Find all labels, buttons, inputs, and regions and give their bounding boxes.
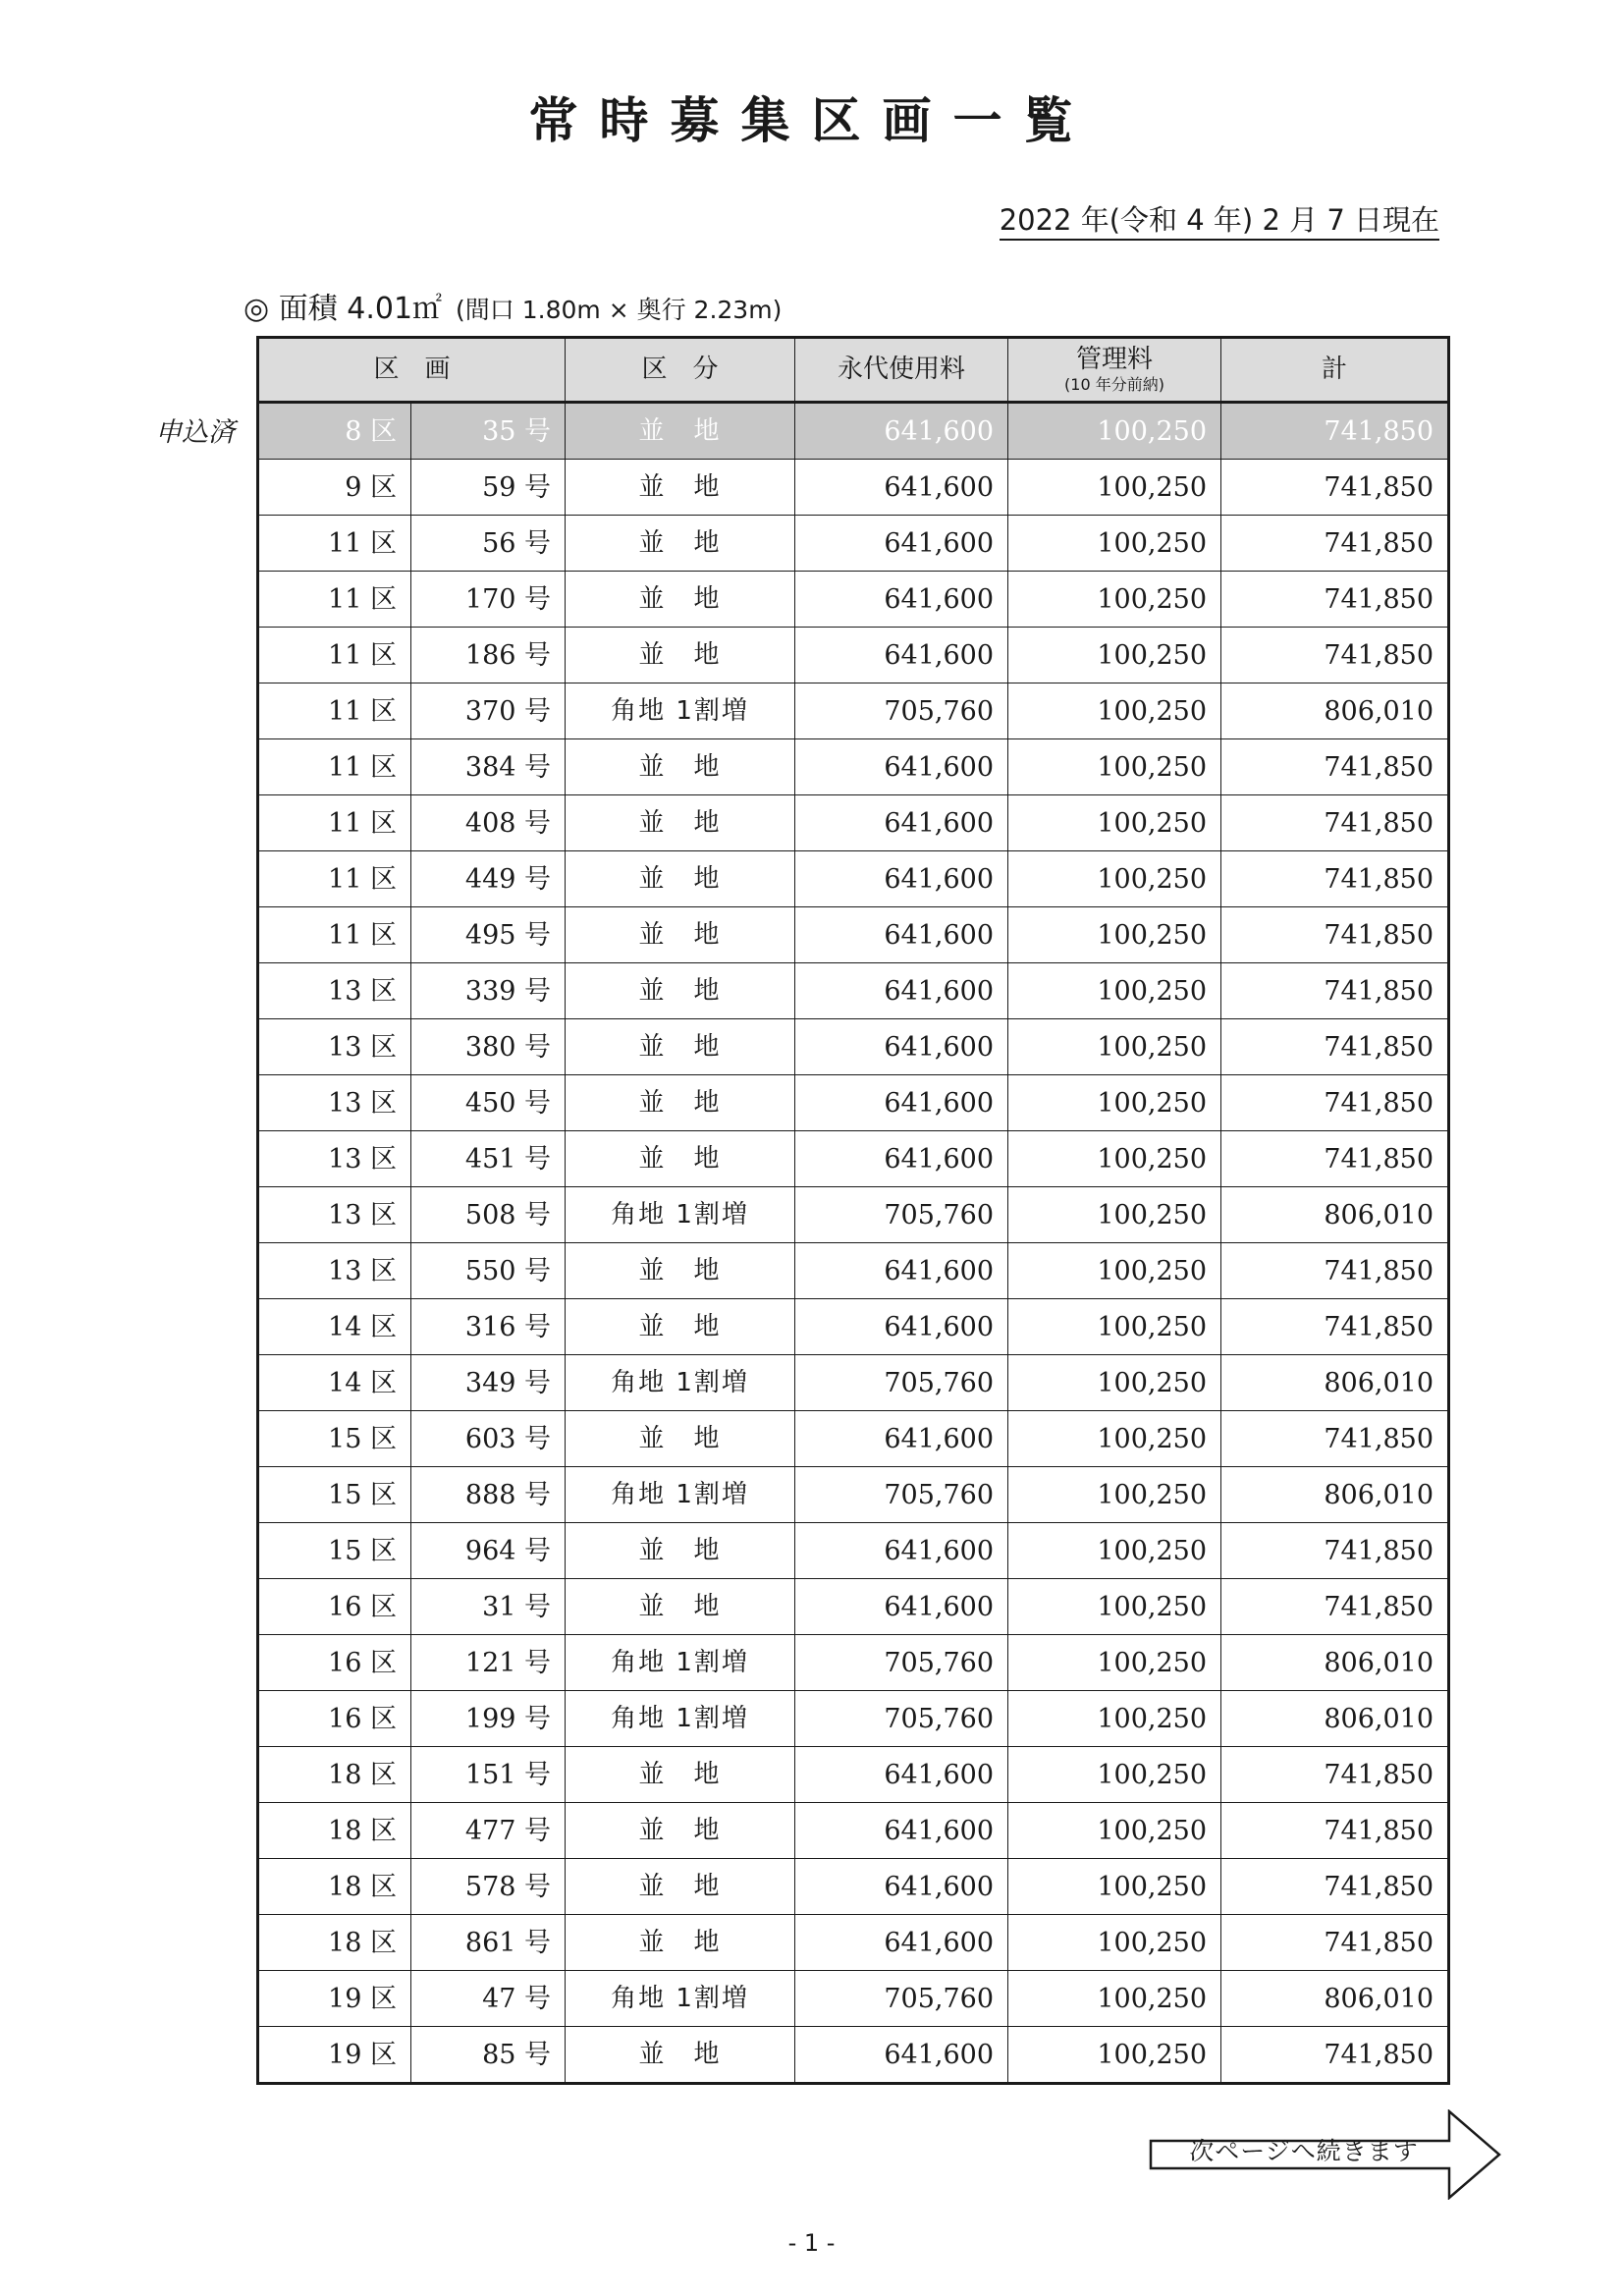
cell-eidai: 641,600 — [795, 2027, 1008, 2084]
table-row — [258, 1131, 1449, 1187]
cell-kei: 741,850 — [1221, 1579, 1449, 1635]
cell-kanri: 100,250 — [1008, 1971, 1221, 2027]
table-row — [258, 516, 1449, 572]
table-row — [258, 1971, 1449, 2027]
header-kei: 計 — [1221, 338, 1449, 403]
cell-kubun: 並 地 — [566, 795, 795, 851]
cell-go: 199 号 — [411, 1691, 566, 1747]
table-row — [258, 1243, 1449, 1299]
cell-go: 450 号 — [411, 1075, 566, 1131]
cell-ku: 18 区 — [258, 1747, 411, 1803]
cell-kubun: 並 地 — [566, 1523, 795, 1579]
cell-ku: 18 区 — [258, 1803, 411, 1859]
cell-kubun: 並 地 — [566, 1579, 795, 1635]
as-of-date: 2022 年(令和 4 年) 2 月 7 日現在 — [1000, 206, 1439, 241]
cell-kei: 741,850 — [1221, 460, 1449, 516]
cell-eidai: 705,760 — [795, 1355, 1008, 1411]
cell-kei: 741,850 — [1221, 1299, 1449, 1355]
cell-kei: 741,850 — [1221, 1803, 1449, 1859]
cell-go: 964 号 — [411, 1523, 566, 1579]
cell-go: 861 号 — [411, 1915, 566, 1971]
cell-ku: 14 区 — [258, 1355, 411, 1411]
cell-kei: 741,850 — [1221, 1075, 1449, 1131]
cell-kubun: 角地 1割増 — [566, 1467, 795, 1523]
table-row — [258, 963, 1449, 1019]
cell-kanri: 100,250 — [1008, 1243, 1221, 1299]
cell-eidai: 641,600 — [795, 403, 1008, 460]
cell-kanri: 100,250 — [1008, 963, 1221, 1019]
cell-go: 31 号 — [411, 1579, 566, 1635]
cell-kei: 741,850 — [1221, 628, 1449, 683]
cell-kubun: 並 地 — [566, 516, 795, 572]
cell-eidai: 641,600 — [795, 1075, 1008, 1131]
cell-kanri: 100,250 — [1008, 1187, 1221, 1243]
cell-ku: 11 区 — [258, 516, 411, 572]
cell-go: 384 号 — [411, 739, 566, 795]
cell-kanri: 100,250 — [1008, 1635, 1221, 1691]
cell-eidai: 641,600 — [795, 851, 1008, 907]
cell-kei: 741,850 — [1221, 1019, 1449, 1075]
cell-kubun: 並 地 — [566, 1299, 795, 1355]
cell-eidai: 641,600 — [795, 460, 1008, 516]
cell-ku: 15 区 — [258, 1467, 411, 1523]
table-row — [258, 460, 1449, 516]
cell-kubun: 並 地 — [566, 1411, 795, 1467]
cell-go: 370 号 — [411, 683, 566, 739]
cell-kanri: 100,250 — [1008, 1075, 1221, 1131]
header-kanri-sub: (10 年分前納) — [1064, 375, 1164, 394]
cell-ku: 8 区 — [258, 403, 411, 460]
cell-kei: 806,010 — [1221, 1467, 1449, 1523]
table-row — [258, 1859, 1449, 1915]
cell-kanri: 100,250 — [1008, 739, 1221, 795]
cell-eidai: 641,600 — [795, 1915, 1008, 1971]
cell-eidai: 641,600 — [795, 1803, 1008, 1859]
header-kukaku: 区 画 — [258, 338, 566, 403]
cell-kanri: 100,250 — [1008, 1915, 1221, 1971]
cell-kubun: 角地 1割増 — [566, 1355, 795, 1411]
cell-go: 508 号 — [411, 1187, 566, 1243]
cell-go: 186 号 — [411, 628, 566, 683]
cell-go: 408 号 — [411, 795, 566, 851]
cell-kanri: 100,250 — [1008, 460, 1221, 516]
cell-ku: 11 区 — [258, 739, 411, 795]
cell-go: 449 号 — [411, 851, 566, 907]
cell-kanri: 100,250 — [1008, 1579, 1221, 1635]
cell-kei: 741,850 — [1221, 2027, 1449, 2084]
cell-kubun: 並 地 — [566, 1243, 795, 1299]
cell-kei: 741,850 — [1221, 572, 1449, 628]
cell-ku: 16 区 — [258, 1635, 411, 1691]
cell-kanri: 100,250 — [1008, 683, 1221, 739]
table-row — [258, 1019, 1449, 1075]
cell-go: 56 号 — [411, 516, 566, 572]
cell-kanri: 100,250 — [1008, 516, 1221, 572]
table-row — [258, 1579, 1449, 1635]
cell-kubun: 並 地 — [566, 1803, 795, 1859]
cell-go: 451 号 — [411, 1131, 566, 1187]
cell-kanri: 100,250 — [1008, 1411, 1221, 1467]
table-row — [258, 1299, 1449, 1355]
cell-kei: 741,850 — [1221, 907, 1449, 963]
cell-kubun: 並 地 — [566, 739, 795, 795]
applied-status-label: 申込済 — [155, 417, 235, 448]
cell-kubun: 並 地 — [566, 460, 795, 516]
cell-kanri: 100,250 — [1008, 1747, 1221, 1803]
cell-kei: 741,850 — [1221, 1747, 1449, 1803]
cell-kei: 741,850 — [1221, 1859, 1449, 1915]
cell-ku: 16 区 — [258, 1579, 411, 1635]
table-row — [258, 628, 1449, 683]
cell-ku: 18 区 — [258, 1859, 411, 1915]
table-row — [258, 1411, 1449, 1467]
cell-kei: 806,010 — [1221, 1691, 1449, 1747]
cell-go: 495 号 — [411, 907, 566, 963]
cell-eidai: 705,760 — [795, 1971, 1008, 2027]
cell-go: 477 号 — [411, 1803, 566, 1859]
cell-eidai: 641,600 — [795, 1747, 1008, 1803]
cell-ku: 15 区 — [258, 1523, 411, 1579]
table-row — [258, 1467, 1449, 1523]
cell-go: 349 号 — [411, 1355, 566, 1411]
cell-ku: 14 区 — [258, 1299, 411, 1355]
cell-ku: 13 区 — [258, 963, 411, 1019]
header-kubun: 区 分 — [566, 338, 795, 403]
plot-table — [256, 336, 1450, 2085]
table-row — [258, 1635, 1449, 1691]
header-kanri — [1008, 338, 1221, 403]
cell-eidai: 641,600 — [795, 1299, 1008, 1355]
cell-kubun: 並 地 — [566, 403, 795, 460]
cell-go: 550 号 — [411, 1243, 566, 1299]
cell-kubun: 角地 1割増 — [566, 1635, 795, 1691]
cell-kanri: 100,250 — [1008, 1859, 1221, 1915]
cell-kei: 806,010 — [1221, 683, 1449, 739]
area-dimensions: (間口 1.80m × 奥行 2.23m) — [456, 296, 783, 324]
cell-kei: 741,850 — [1221, 1411, 1449, 1467]
cell-ku: 9 区 — [258, 460, 411, 516]
table-row — [258, 2027, 1449, 2084]
table-row — [258, 739, 1449, 795]
cell-go: 59 号 — [411, 460, 566, 516]
cell-ku: 13 区 — [258, 1187, 411, 1243]
area-heading — [243, 292, 783, 326]
cell-ku: 11 区 — [258, 907, 411, 963]
cell-kubun: 並 地 — [566, 1019, 795, 1075]
cell-go: 85 号 — [411, 2027, 566, 2084]
cell-eidai: 641,600 — [795, 963, 1008, 1019]
cell-eidai: 641,600 — [795, 1859, 1008, 1915]
cell-go: 47 号 — [411, 1971, 566, 2027]
cell-go: 603 号 — [411, 1411, 566, 1467]
cell-ku: 16 区 — [258, 1691, 411, 1747]
table-row — [258, 795, 1449, 851]
table-row — [258, 1075, 1449, 1131]
page-title: 常時募集区画一覧 — [528, 92, 1095, 149]
cell-eidai: 705,760 — [795, 1691, 1008, 1747]
cell-kubun: 角地 1割増 — [566, 1691, 795, 1747]
cell-ku: 11 区 — [258, 683, 411, 739]
cell-kubun: 並 地 — [566, 851, 795, 907]
cell-kanri: 100,250 — [1008, 403, 1221, 460]
cell-kei: 741,850 — [1221, 403, 1449, 460]
cell-kei: 741,850 — [1221, 1131, 1449, 1187]
cell-kubun: 並 地 — [566, 1075, 795, 1131]
plot-table-body — [258, 403, 1449, 2084]
cell-ku: 19 区 — [258, 1971, 411, 2027]
cell-kubun: 並 地 — [566, 628, 795, 683]
cell-kubun: 並 地 — [566, 963, 795, 1019]
table-row — [258, 1803, 1449, 1859]
cell-kanri: 100,250 — [1008, 628, 1221, 683]
cell-eidai: 641,600 — [795, 1523, 1008, 1579]
cell-ku: 15 区 — [258, 1411, 411, 1467]
cell-eidai: 705,760 — [795, 683, 1008, 739]
cell-eidai: 641,600 — [795, 1411, 1008, 1467]
cell-eidai: 641,600 — [795, 1019, 1008, 1075]
cell-kanri: 100,250 — [1008, 1523, 1221, 1579]
cell-go: 888 号 — [411, 1467, 566, 1523]
cell-eidai: 641,600 — [795, 628, 1008, 683]
table-row — [258, 1747, 1449, 1803]
table-row — [258, 683, 1449, 739]
table-row — [258, 1915, 1449, 1971]
table-header-row — [258, 338, 1449, 403]
cell-kei: 741,850 — [1221, 963, 1449, 1019]
cell-go: 121 号 — [411, 1635, 566, 1691]
cell-kubun: 並 地 — [566, 1915, 795, 1971]
cell-go: 170 号 — [411, 572, 566, 628]
cell-kei: 741,850 — [1221, 1243, 1449, 1299]
cell-ku: 18 区 — [258, 1915, 411, 1971]
cell-kei: 806,010 — [1221, 1635, 1449, 1691]
cell-kanri: 100,250 — [1008, 795, 1221, 851]
cell-ku: 11 区 — [258, 851, 411, 907]
table-row — [258, 907, 1449, 963]
cell-kei: 806,010 — [1221, 1355, 1449, 1411]
cell-kei: 741,850 — [1221, 1915, 1449, 1971]
cell-eidai: 705,760 — [795, 1467, 1008, 1523]
cell-kanri: 100,250 — [1008, 2027, 1221, 2084]
cell-go: 380 号 — [411, 1019, 566, 1075]
cell-kei: 741,850 — [1221, 795, 1449, 851]
cell-go: 578 号 — [411, 1859, 566, 1915]
cell-kubun: 角地 1割増 — [566, 683, 795, 739]
cell-kanri: 100,250 — [1008, 851, 1221, 907]
cell-go: 316 号 — [411, 1299, 566, 1355]
cell-eidai: 705,760 — [795, 1187, 1008, 1243]
cell-kanri: 100,250 — [1008, 572, 1221, 628]
cell-eidai: 641,600 — [795, 516, 1008, 572]
cell-ku: 19 区 — [258, 2027, 411, 2084]
cell-ku: 13 区 — [258, 1019, 411, 1075]
cell-kubun: 並 地 — [566, 1859, 795, 1915]
cell-kubun: 並 地 — [566, 2027, 795, 2084]
cell-kei: 806,010 — [1221, 1187, 1449, 1243]
table-row — [258, 1355, 1449, 1411]
header-kanri-label: 管理料 — [1076, 345, 1154, 375]
continue-note: 次ページへ続きます — [1189, 2137, 1419, 2165]
cell-kanri: 100,250 — [1008, 1691, 1221, 1747]
header-eidai: 永代使用料 — [795, 338, 1008, 403]
cell-kanri: 100,250 — [1008, 1019, 1221, 1075]
cell-kubun: 並 地 — [566, 1131, 795, 1187]
table-row — [258, 1523, 1449, 1579]
table-row — [258, 1187, 1449, 1243]
cell-kanri: 100,250 — [1008, 1299, 1221, 1355]
cell-kubun: 並 地 — [566, 1747, 795, 1803]
cell-kubun: 角地 1割増 — [566, 1971, 795, 2027]
cell-kanri: 100,250 — [1008, 1355, 1221, 1411]
cell-kanri: 100,250 — [1008, 907, 1221, 963]
cell-go: 151 号 — [411, 1747, 566, 1803]
cell-eidai: 641,600 — [795, 1579, 1008, 1635]
cell-eidai: 641,600 — [795, 795, 1008, 851]
cell-kubun: 角地 1割増 — [566, 1187, 795, 1243]
table-row — [258, 403, 1449, 460]
cell-kanri: 100,250 — [1008, 1803, 1221, 1859]
cell-eidai: 641,600 — [795, 907, 1008, 963]
cell-ku: 11 区 — [258, 572, 411, 628]
cell-kei: 806,010 — [1221, 1971, 1449, 2027]
table-row — [258, 572, 1449, 628]
table-row — [258, 851, 1449, 907]
cell-ku: 13 区 — [258, 1243, 411, 1299]
cell-ku: 11 区 — [258, 795, 411, 851]
cell-eidai: 641,600 — [795, 1243, 1008, 1299]
cell-kei: 741,850 — [1221, 851, 1449, 907]
cell-eidai: 705,760 — [795, 1635, 1008, 1691]
cell-ku: 13 区 — [258, 1075, 411, 1131]
cell-go: 339 号 — [411, 963, 566, 1019]
cell-kei: 741,850 — [1221, 516, 1449, 572]
cell-kanri: 100,250 — [1008, 1467, 1221, 1523]
area-label: ◎ 面積 4.01㎡ — [243, 292, 443, 326]
cell-kubun: 並 地 — [566, 572, 795, 628]
cell-kei: 741,850 — [1221, 1523, 1449, 1579]
cell-eidai: 641,600 — [795, 572, 1008, 628]
cell-eidai: 641,600 — [795, 1131, 1008, 1187]
cell-kubun: 並 地 — [566, 907, 795, 963]
table-row — [258, 1691, 1449, 1747]
cell-ku: 13 区 — [258, 1131, 411, 1187]
page-number: - 1 - — [787, 2229, 836, 2257]
cell-go: 35 号 — [411, 403, 566, 460]
cell-kanri: 100,250 — [1008, 1131, 1221, 1187]
cell-eidai: 641,600 — [795, 739, 1008, 795]
cell-ku: 11 区 — [258, 628, 411, 683]
cell-kei: 741,850 — [1221, 739, 1449, 795]
